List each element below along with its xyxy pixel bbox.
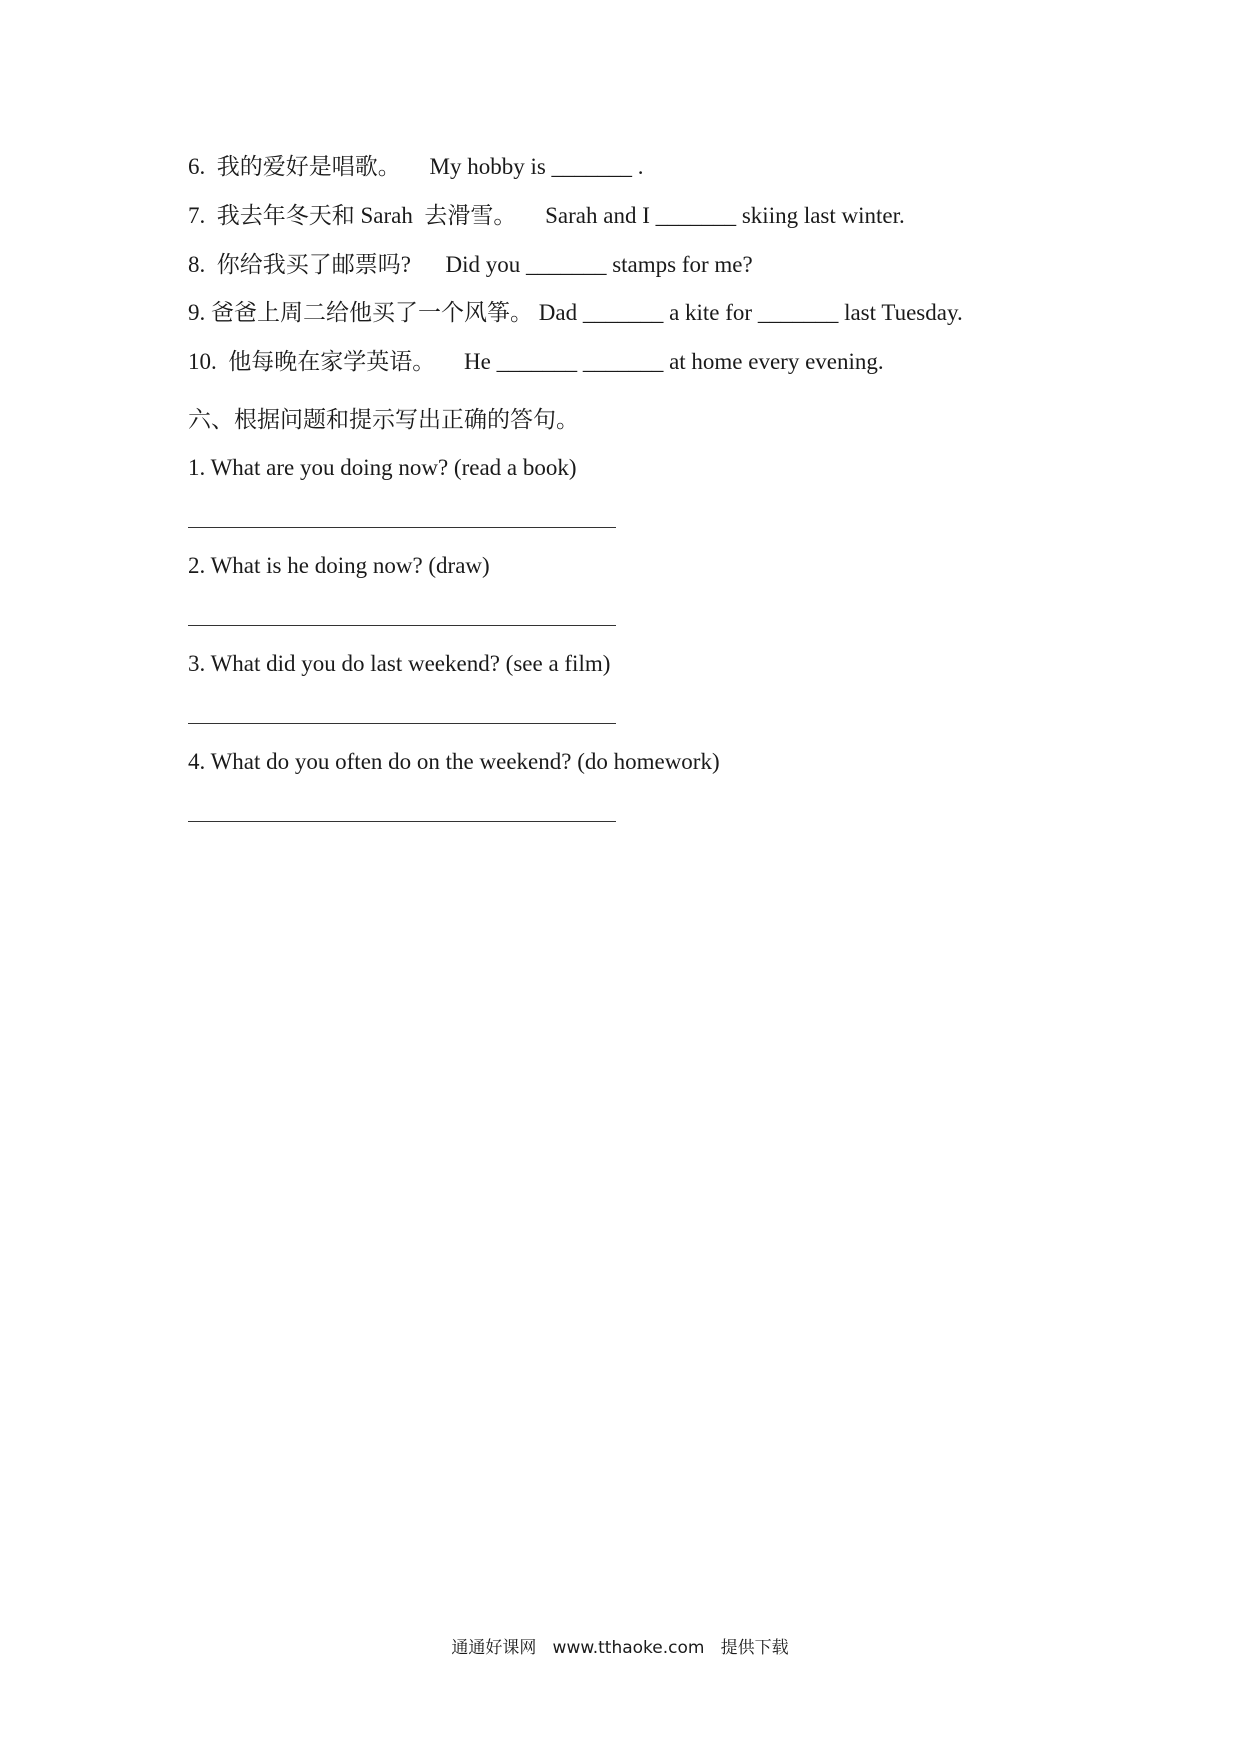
question-2: 2. What is he doing now? (draw) <box>188 553 490 578</box>
question-3: 3. What did you do last weekend? (see a film) <box>188 651 611 676</box>
answer-line-3[interactable] <box>188 723 616 724</box>
section-six-heading: 六、根据问题和提示写出正确的答句。 <box>188 407 579 432</box>
answer-line-4[interactable] <box>188 821 616 822</box>
translation-item-8: 8. 你给我买了邮票吗? Did you _______ stamps for me? <box>188 252 753 277</box>
translation-item-6: 6. 我的爱好是唱歌。 My hobby is _______ . <box>188 154 644 179</box>
answer-line-2[interactable] <box>188 625 616 626</box>
translation-item-10: 10. 他每晚在家学英语。 He _______ _______ at home every evening. <box>188 349 884 374</box>
question-1: 1. What are you doing now? (read a book) <box>188 455 577 480</box>
answer-line-1[interactable] <box>188 527 616 528</box>
translation-item-9: 9. 爸爸上周二给他买了一个风筝。 Dad _______ a kite for _______ last Tuesday. <box>188 300 963 325</box>
translation-item-7: 7. 我去年冬天和 Sarah 去滑雪。 Sarah and I _______ skiing last winter. <box>188 203 905 228</box>
question-4: 4. What do you often do on the weekend? (do homework) <box>188 749 720 774</box>
footer-credit: 通通好课网 www.tthaoke.com 提供下载 <box>451 1638 789 1658</box>
